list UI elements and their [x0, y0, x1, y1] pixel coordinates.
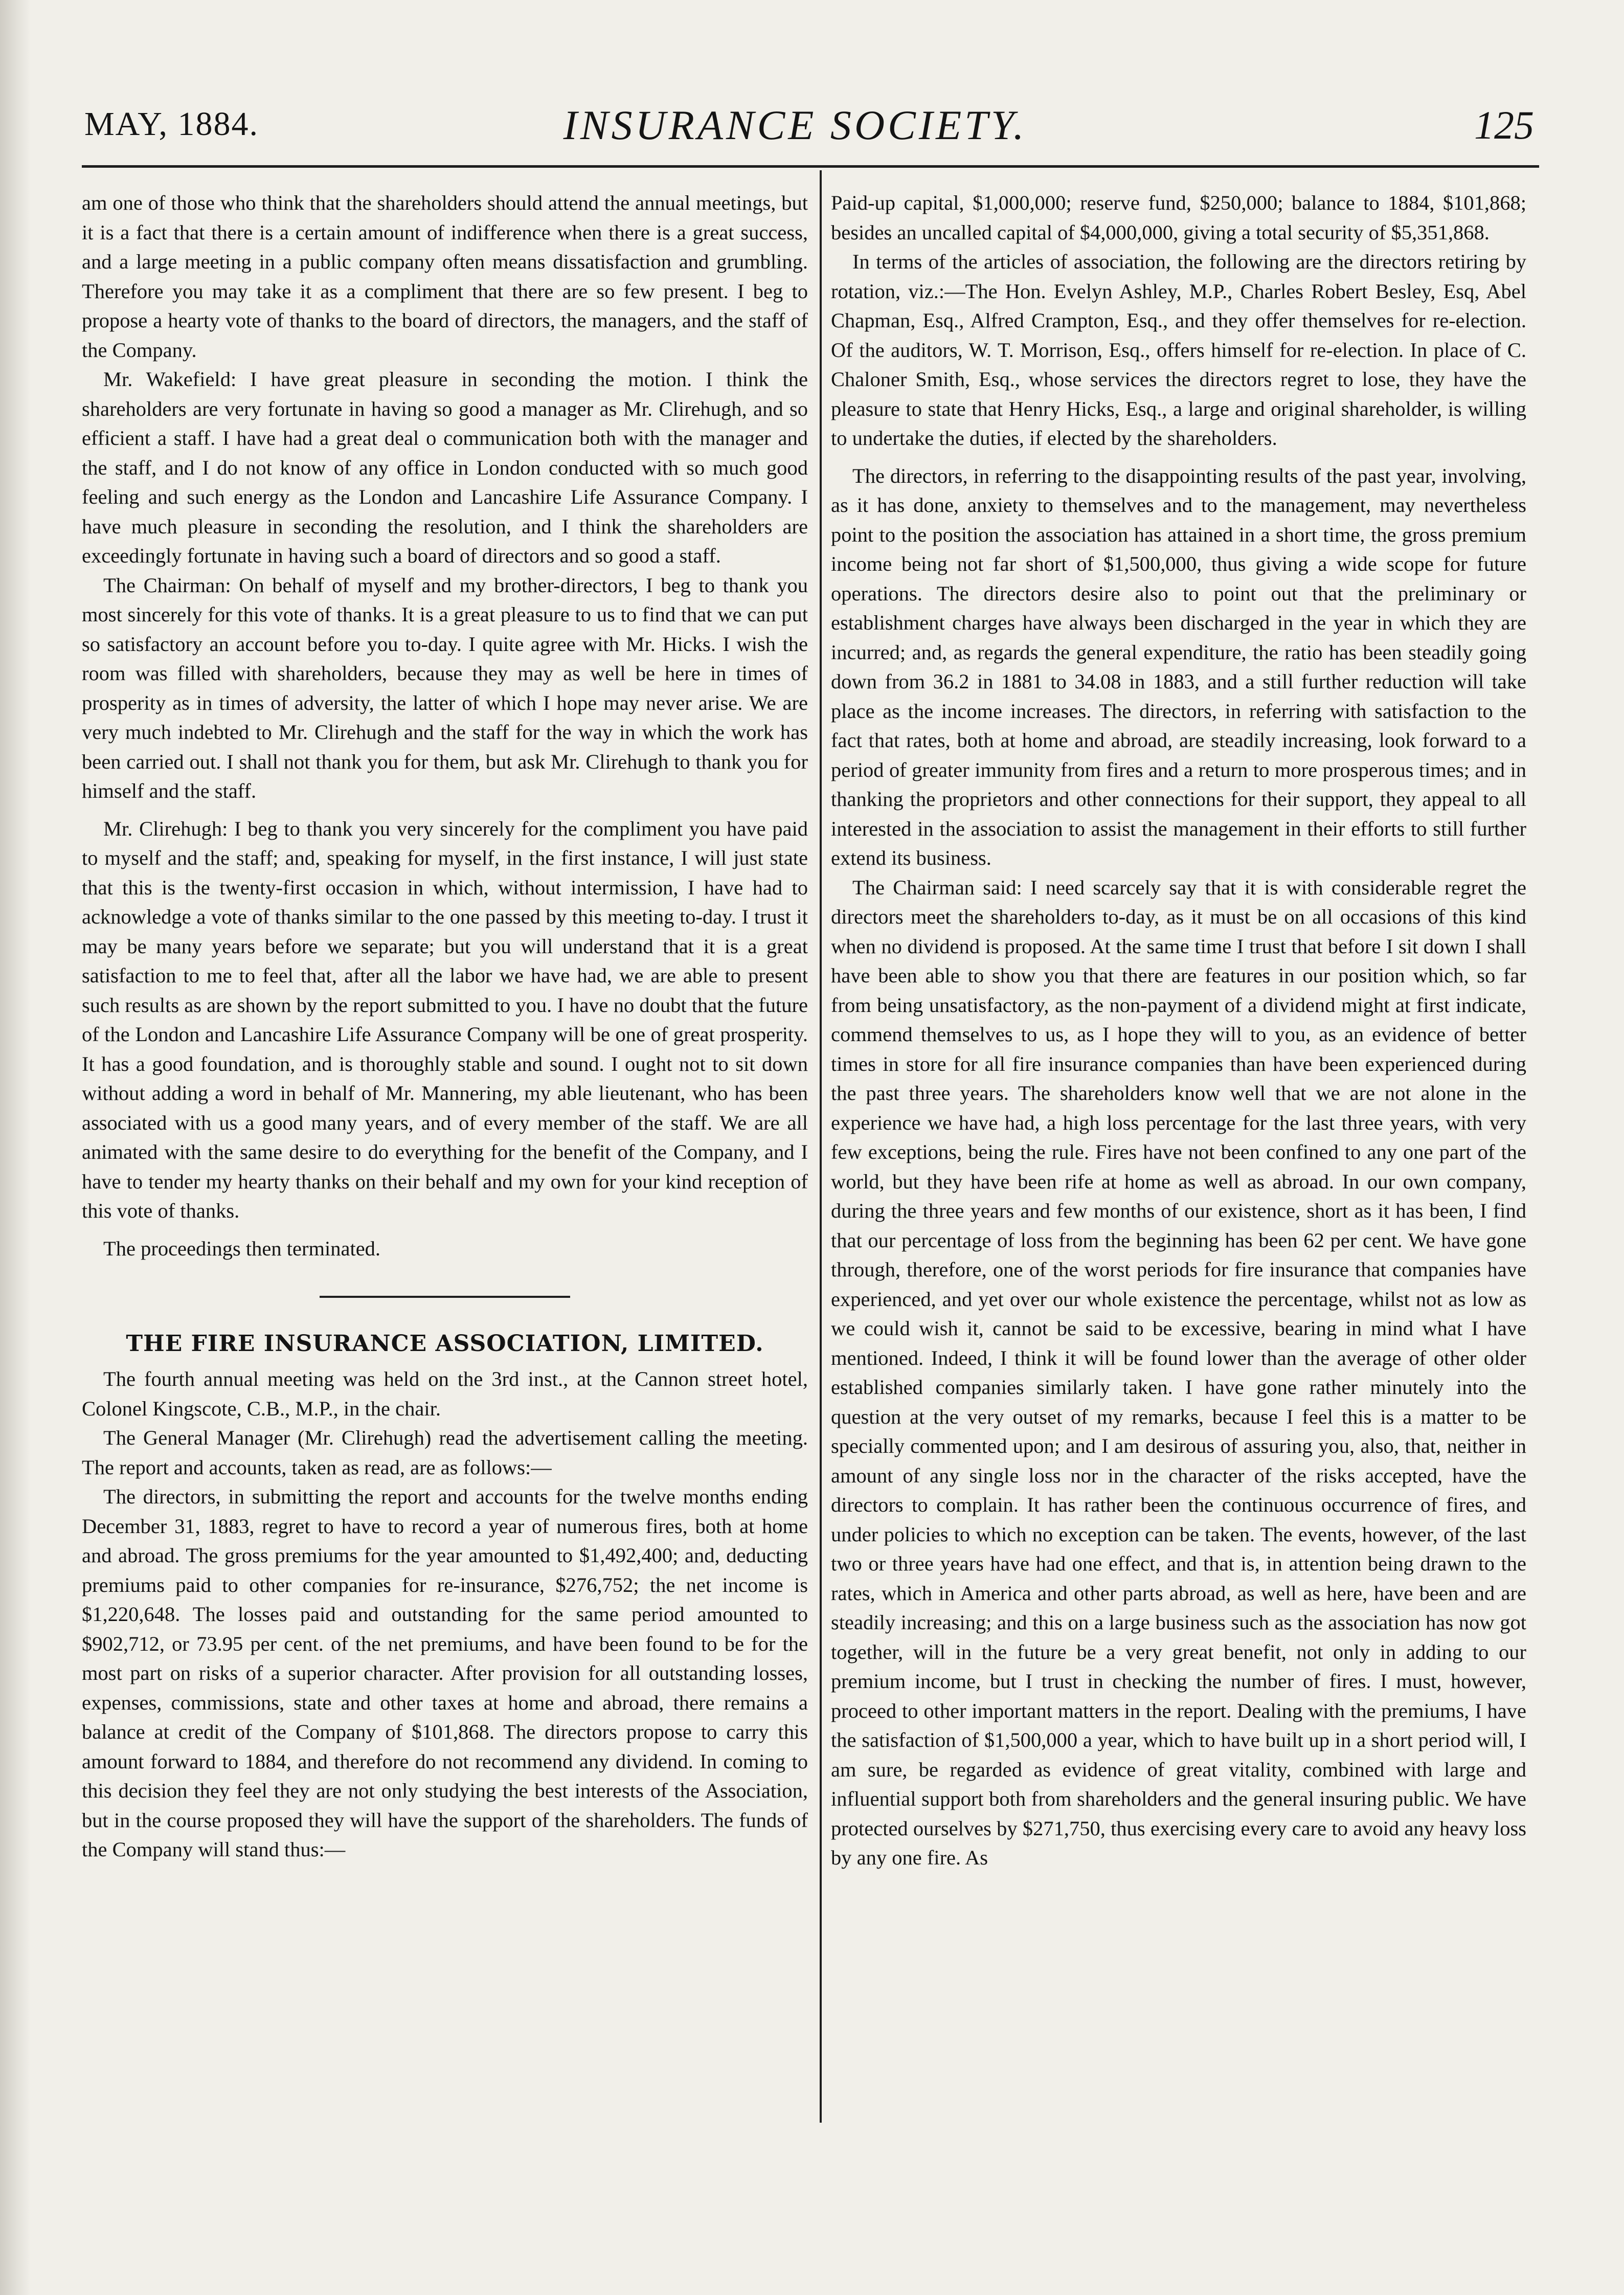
paragraph: The directors, in submitting the report and accounts for the twelve months ending December 31, 1883, regret to have to record a year of numerous fires, both at home and abroad. The gross premiums for the year amounted to $1,492,400; and, deducting premiums paid to other companies for re-insurance, $276,752; the net income is $1,220,648. The losses paid and outstanding for the same period amounted to $902,712, or 73.95 per cent. of the net premiums, and have been found to be for the most part on risks of a superior character. After provision for all outstanding losses, expenses, commissions, state and other taxes at home and abroad, there remains a balance at credit of the Company of $101,868. The directors propose to carry this amount forward to 1884, and therefore do not recommend any dividend. In coming to this decision they feel they are not only studying the best interests of the Association, but in the course proposed they will have the support of the shareholders. The funds of the Company will stand thus:—	[82, 1485, 808, 1861]
paragraph: The proceedings then terminated.	[103, 1236, 381, 1260]
paragraph: am one of those who think that the shareholders should attend the annual meetings, but it is a fact that there is a certain amount of indifference when there is a great success, and a large meeting in a public company often means dissatisfaction and grumbling. Therefore you may take it as a compliment that there are so few present. I beg to propose a hearty vote of thanks to the board of directors, the managers, and the staff of the Company.	[82, 191, 808, 362]
section-heading: THE FIRE INSURANCE ASSOCIATION, LIMITED.	[126, 1331, 764, 1357]
left-column	[82, 188, 808, 1864]
paragraph: Paid-up capital, $1,000,000; reserve fund, $250,000; balance to 1884, $101,868; besides an uncalled capital of $4,000,000, giving a total security of $5,351,868.	[831, 191, 1526, 244]
column-rule	[820, 170, 822, 2123]
paragraph: The General Manager (Mr. Clirehugh) read the advertisement calling the meeting. The report and accounts, taken as read, are as follows:—	[82, 1426, 808, 1479]
paragraph: In terms of the articles of association, the following are the directors retiring by rotation, viz.:—The Hon. Evelyn Ashley, M.P., Charles Robert Besley, Esq, Abel Chapman, Esq., Alfred Crampton, Esq., and they offer themselves for re-election. Of the auditors, W. T. Morrison, Esq., offers himself for re-election. In place of C. Chaloner Smith, Esq., whose services the directors regret to lose, they have the pleasure to state that Henry Hicks, Esq., a large and original shareholder, is willing to undertake the duties, if elected by the shareholders.	[831, 250, 1526, 449]
running-header-title: INSURANCE SOCIETY.	[563, 102, 1027, 148]
paragraph: The fourth annual meeting was held on the 3rd inst., at the Cannon street hotel, Colonel Kingscote, C.B., M.P., in the chair.	[82, 1367, 808, 1420]
header-rule	[82, 165, 1539, 168]
running-header-date: MAY, 1884.	[84, 105, 259, 143]
paragraph: The Chairman said: I need scarcely say that it is with considerable regret the directors meet the shareholders to-day, as it must be on all occasions of this kind when no dividend is proposed. At the same time I trust that before I sit down I shall have been able to show you that there are features in our position which, so far from being unsatisfactory, as the non-payment of a dividend might at first indicate, commend themselves to us, as I hope they will to you, as an evidence of better times in store for all fire insurance companies than have been experienced during the past three years. The shareholders know well that we are not alone in the experience we have had, a high loss percentage for the last three years, with very few exceptions, being the rule. Fires have not been confined to any one part of the world, but they have been rife at home as well as abroad. In our own company, during the three years and few months of our existence, short as it has been, I find that our percentage of loss from the beginning has been 62 per cent. We have gone through, therefore, one of the worst periods for fire insurance that companies have experienced, and yet over our whole existence the percentage, whilst not as low as we could wish it, cannot be said to be excessive, bearing in mind what I have mentioned. Indeed, I think it will be found lower than the average of other older established companies similarly taken. I have gone rather minutely into the question at the very outset of my remarks, because I feel this is a matter to be specially commented upon; and I am desirous of assuring you, also, that, neither in amount of any single loss nor in the character of the risks accepted, have the directors to complain. It has rather been the continuous occurrence of fires, and under policies to which no exception can be taken. The events, however, of the last two or three years have had one effect, and that is, in attention being drawn to the rates, which in America and other parts abroad, as well as here, have been and are steadily increasing; and this on a large business such as the association has now got together, will in the future be a very great benefit, not only in adding to our premium income, but I trust in checking the number of fires. I must, however, proceed to other important matters in the report. Dealing with the premiums, I have the satisfaction of $1,500,000 a year, which to have built up in a short period will, I am sure, be regarded as evidence of great vitality, combined with large and influential support both from shareholders and the general insuring public. We have protected ourselves by $271,750, thus exercising every care to avoid any heavy loss by any one fire. As	[831, 875, 1526, 1869]
paragraph: Mr. Clirehugh: I beg to thank you very sincerely for the compliment you have paid to myself and the staff; and, speaking for myself, in the first instance, I will just state that this is the twenty-first occasion in which, without intermission, I have had to acknowledge a vote of thanks similar to the one passed by this meeting to-day. I trust it may be many years before we separate; but you will understand that it is a great satisfaction to me to feel that, after all the labor we have had, we are able to present such results as are shown by the report submitted to you. I have no doubt that the future of the London and Lancashire Life Assurance Company will be one of great prosperity. It has a good foundation, and is thoroughly stable and sound. I ought not to sit down without adding a word in behalf of Mr. Mannering, my able lieutenant, who has been associated with us a good many years, and of every member of the staff. We are all animated with the same desire to do everything for the benefit of the Company, and I have to tender my hearty thanks on their behalf and my own for your kind reception of this vote of thanks.	[82, 817, 808, 1222]
paragraph: Mr. Wakefield: I have great pleasure in seconding the motion. I think the shareholders are very fortunate in having so good a manager as Mr. Clirehugh, and so efficient a staff. I have had a great deal o communication both with the manager and the staff, and I do not know of any office in London conducted with so much good feeling and such energy as the London and Lancashire Life Assurance Company. I have much pleasure in seconding the resolution, and I think the shareholders are exceedingly fortunate in having such a board of directors and so good a staff.	[82, 368, 808, 567]
paragraph: The directors, in referring to the disappointing results of the past year, involving, as it has done, anxiety to themselves and to the management, may nevertheless point to the position the association has attained in a short time, the gross premium income being not far short of $1,500,000, thus giving a wide scope for future operations. The directors desire also to point out that the preliminary or establishment charges have always been discharged in the year in which they are incurred; and, as regards the general expenditure, the ratio has been steadily going down from 36.2 in 1881 to 34.08 in 1883, and a still further reduction will take place as the income increases. The directors, in referring with satisfaction to the fact that rates, both at home and abroad, are steadily increasing, look forward to a period of greater immunity from fires and a return to more prosperous times; and in thanking the proprietors and other connections for their support, they appeal to all interested in the association to assist the management in their efforts to still further extend its business.	[831, 464, 1526, 869]
section-divider	[320, 1296, 570, 1298]
page-number: 125	[1474, 103, 1534, 147]
right-column	[831, 188, 1526, 1873]
paragraph: The Chairman: On behalf of myself and my brother-directors, I beg to thank you most sincerely for this vote of thanks. It is a great pleasure to us to find that we can put so satisfactory an account before you to-day. I quite agree with Mr. Hicks. I wish the room was filled with shareholders, because they may as well be here in times of prosperity as in times of adversity, the latter of which I hope may never arise. We are very much indebted to Mr. Clirehugh and the staff for the way in which the work has been carried out. I shall not thank you for them, but ask Mr. Clirehugh to thank you for himself and the staff.	[82, 573, 808, 802]
